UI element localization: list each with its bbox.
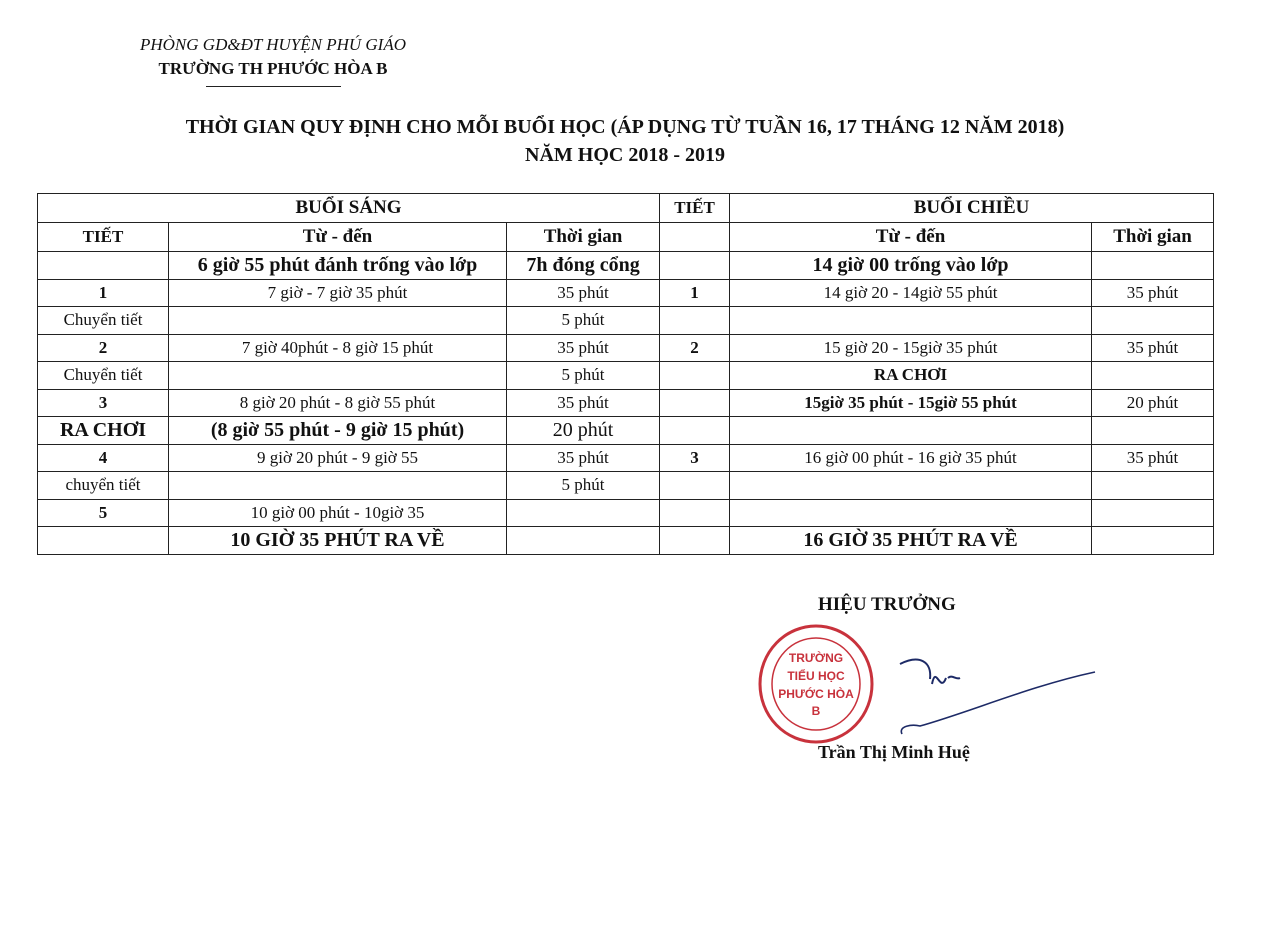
col-header-duration: Thời gian [507,223,660,252]
pm-time-range: 16 giờ 00 phút - 16 giờ 35 phút [730,444,1092,472]
table-row [38,362,1214,390]
am-time-range: 7 giờ 40phút - 8 giờ 15 phút [169,334,507,362]
am-duration: 5 phút [507,307,660,335]
col-header-from-to: Từ - đến [169,223,507,252]
pm-period [660,499,730,527]
am-time-range: 6 giờ 55 phút đánh trống vào lớp [169,252,507,280]
table-section-header-row [38,194,1214,223]
pm-duration [1092,307,1214,335]
title-line-1: THỜI GIAN QUY ĐỊNH CHO MỖI BUỔI HỌC (ÁP DỤNG TỪ TUẦN 16, 17 THÁNG 12 NĂM 2018) [185,116,1065,138]
pm-duration: 35 phút [1092,444,1214,472]
header-divider [206,86,341,87]
pm-period: 2 [660,334,730,362]
pm-time-range [730,417,1092,445]
pm-period [660,362,730,390]
am-time-range [169,307,507,335]
pm-time-range: 15giờ 35 phút - 15giờ 55 phút [730,389,1092,417]
am-period: 2 [38,334,169,362]
official-seal-stamp [756,616,906,756]
am-time-range: 10 giờ 00 phút - 10giờ 35 [169,499,507,527]
pm-time-range [730,499,1092,527]
table-row [38,527,1214,555]
seal-text-2: TIỂU HỌC [787,669,845,683]
pm-time-range: 14 giờ 20 - 14giờ 55 phút [730,279,1092,307]
table-row [38,444,1214,472]
school-name: TRƯỜNG TH PHƯỚC HÒA B [158,59,388,78]
pm-duration: 35 phút [1092,334,1214,362]
am-period: 5 [38,499,169,527]
am-period [38,252,169,280]
signature-title: HIỆU TRƯỞNG [818,594,956,615]
am-period [38,527,169,555]
pm-duration [1092,527,1214,555]
afternoon-header: BUỔI CHIỀU [730,194,1214,223]
am-period: Chuyển tiết [38,307,169,335]
am-period: RA CHƠI [38,417,169,445]
am-duration: 7h đóng cổng [507,252,660,280]
pm-period [660,472,730,500]
pm-period [660,417,730,445]
am-duration: 5 phút [507,472,660,500]
col-header-from-to-pm: Từ - đến [730,223,1092,252]
table-row [38,417,1214,445]
am-duration: 35 phút [507,389,660,417]
col-header-tiet: TIẾT [38,223,169,252]
pm-duration [1092,472,1214,500]
pm-duration [1092,362,1214,390]
pm-period [660,252,730,280]
table-row [38,472,1214,500]
col-header-duration-pm: Thời gian [1092,223,1214,252]
am-time-range: 10 GIỜ 35 PHÚT RA VỀ [169,527,507,555]
pm-duration: 35 phút [1092,279,1214,307]
pm-time-range: RA CHƠI [730,362,1092,390]
pm-period: 1 [660,279,730,307]
table-row [38,307,1214,335]
am-time-range: 8 giờ 20 phút - 8 giờ 55 phút [169,389,507,417]
table-row [38,279,1214,307]
signature-block [770,594,1170,774]
am-time-range: 7 giờ - 7 giờ 35 phút [169,279,507,307]
pm-duration [1092,499,1214,527]
pm-duration [1092,252,1214,280]
pm-time-range [730,472,1092,500]
am-duration: 35 phút [507,279,660,307]
title-line-2: NĂM HỌC 2018 - 2019 [525,144,725,166]
pm-time-range: 16 GIỜ 35 PHÚT RA VỀ [730,527,1092,555]
pm-time-range: 14 giờ 00 trống vào lớp [730,252,1092,280]
am-duration: 35 phút [507,334,660,362]
am-duration: 35 phút [507,444,660,472]
pm-period [660,527,730,555]
am-duration [507,499,660,527]
pm-duration: 20 phút [1092,389,1214,417]
pm-time-range: 15 giờ 20 - 15giờ 35 phút [730,334,1092,362]
am-period: chuyển tiết [38,472,169,500]
am-time-range [169,472,507,500]
am-period: 4 [38,444,169,472]
schedule-table [37,193,1214,555]
seal-text-3: PHƯỚC HÒA [778,687,854,701]
department-name: PHÒNG GD&ĐT HUYỆN PHÚ GIÁO [139,35,407,54]
pm-period [660,389,730,417]
table-row [38,389,1214,417]
am-period: 1 [38,279,169,307]
table-column-header-row [38,223,1214,252]
am-period: Chuyển tiết [38,362,169,390]
header [108,34,438,87]
morning-header: BUỔI SÁNG [38,194,660,223]
am-time-range: 9 giờ 20 phút - 9 giờ 55 [169,444,507,472]
document-title [0,113,1250,169]
table-row [38,499,1214,527]
am-duration: 5 phút [507,362,660,390]
seal-text-1: TRƯỜNG [788,651,844,665]
handwritten-signature [890,634,1110,744]
am-time-range: (8 giờ 55 phút - 9 giờ 15 phút) [169,417,507,445]
pm-period: 3 [660,444,730,472]
col-header-blank [660,223,730,252]
am-duration: 20 phút [507,417,660,445]
pm-duration [1092,417,1214,445]
table-row [38,252,1214,280]
table-row [38,334,1214,362]
tiet-header: TIẾT [660,194,730,223]
principal-name: Trần Thị Minh Huệ [818,742,970,762]
pm-period [660,307,730,335]
am-time-range [169,362,507,390]
seal-text-4: B [811,704,821,718]
am-period: 3 [38,389,169,417]
am-duration [507,527,660,555]
pm-time-range [730,307,1092,335]
